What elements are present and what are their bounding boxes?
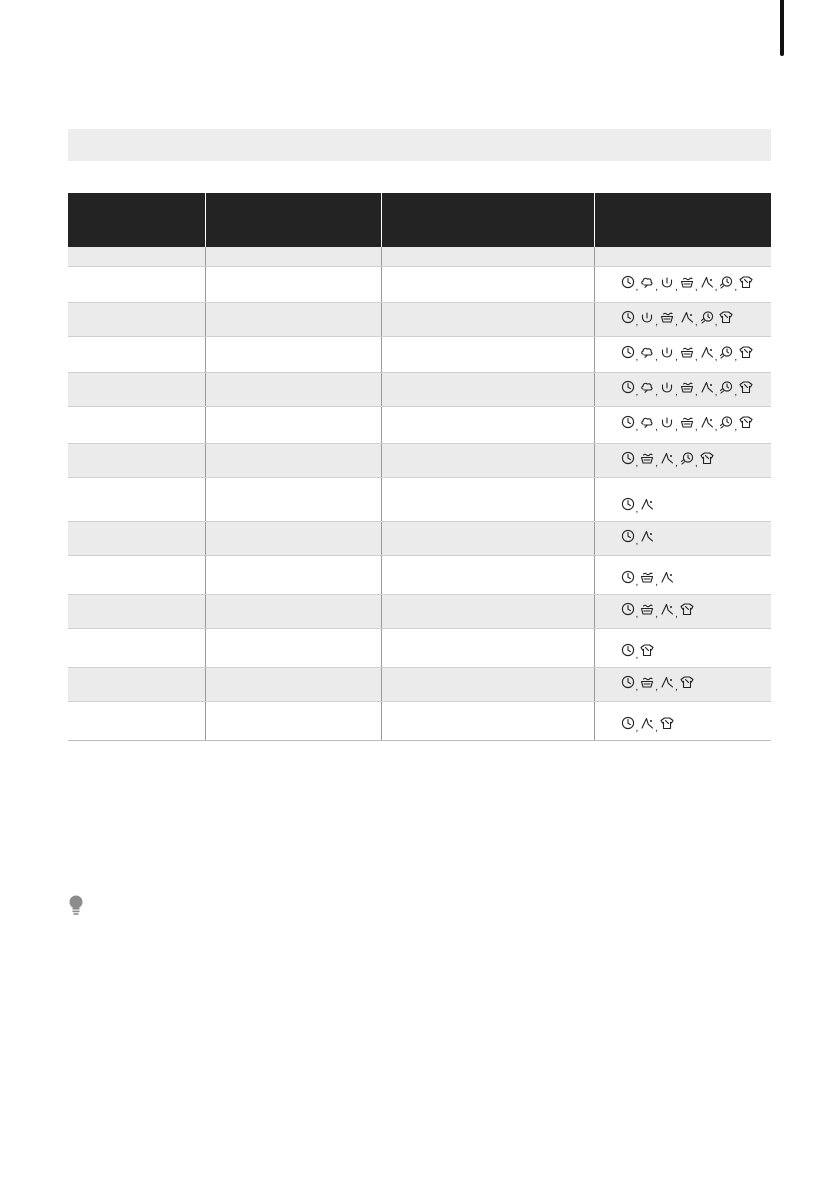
load-cell <box>381 247 594 266</box>
icon-separator: , <box>655 281 659 293</box>
icon-separator: , <box>694 316 698 328</box>
timer-icon <box>621 602 635 616</box>
timer-icon <box>621 275 635 289</box>
table-row <box>68 372 771 406</box>
icon-separator: , <box>734 281 738 293</box>
program-cell <box>68 667 205 701</box>
load-cell <box>381 372 594 406</box>
program-cell <box>68 477 205 521</box>
rinse-hold-icon <box>640 310 654 324</box>
program-cell <box>68 594 205 628</box>
prewash-icon <box>640 380 654 394</box>
options-cell <box>594 336 771 372</box>
icon-separator: , <box>714 281 718 293</box>
prewash-icon <box>640 345 654 359</box>
icon-separator: , <box>734 386 738 398</box>
program-cell <box>68 443 205 477</box>
extra-rinse-icon <box>680 275 694 289</box>
load-cell <box>381 521 594 555</box>
temperature-cell <box>205 521 381 555</box>
temperature-cell <box>205 406 381 443</box>
timer-icon <box>621 451 635 465</box>
icon-separator: , <box>635 535 639 547</box>
options-cell <box>594 594 771 628</box>
icon-separator: , <box>655 457 659 469</box>
spin-icon <box>719 275 733 289</box>
timer-icon <box>621 310 635 324</box>
easy-iron-icon <box>739 345 753 359</box>
rinse-hold-icon <box>660 275 674 289</box>
icon-separator: , <box>635 316 639 328</box>
extra-rinse-icon <box>640 570 654 584</box>
icon-separator: , <box>675 681 678 693</box>
easy-iron-icon <box>700 451 714 465</box>
extra-rinse-icon <box>680 380 694 394</box>
options-cell <box>594 266 771 302</box>
stain-icon <box>660 570 674 584</box>
temperature-cell <box>205 372 381 406</box>
load-cell <box>381 594 594 628</box>
temperature-cell <box>205 667 381 701</box>
program-cell <box>68 628 205 667</box>
icon-separator: , <box>635 386 639 398</box>
icon-separator: , <box>635 576 639 588</box>
table-row <box>68 266 771 302</box>
option-icon-list <box>621 602 694 620</box>
program-cell <box>68 701 205 740</box>
icon-separator: , <box>655 722 659 734</box>
table-row <box>68 247 771 266</box>
option-icon-list <box>621 275 754 293</box>
option-icon-list <box>621 345 754 363</box>
program-cell <box>68 302 205 336</box>
icon-separator: , <box>734 422 738 433</box>
table-row <box>68 594 771 628</box>
extra-rinse-icon <box>640 602 654 616</box>
easy-iron-icon <box>680 675 694 689</box>
table-row <box>68 667 771 701</box>
load-cell <box>381 477 594 521</box>
load-cell <box>381 701 594 740</box>
icon-separator: , <box>714 386 718 398</box>
header-cell-temperature <box>205 193 381 247</box>
icon-separator: , <box>655 576 659 588</box>
stain-icon <box>700 345 714 359</box>
lightbulb-tip-icon <box>68 895 84 917</box>
stain-icon <box>640 529 654 543</box>
temperature-cell <box>205 302 381 336</box>
icon-separator: , <box>675 457 678 469</box>
program-cell <box>68 372 205 406</box>
easy-iron-icon <box>739 380 753 394</box>
option-icon-list <box>621 497 655 515</box>
icon-separator: , <box>694 281 698 293</box>
options-cell <box>594 701 771 740</box>
icon-separator: , <box>675 316 678 328</box>
icon-separator: , <box>655 608 659 620</box>
icon-separator: , <box>675 422 678 433</box>
spin-icon <box>719 380 733 394</box>
icon-separator: , <box>635 351 639 363</box>
stain-icon <box>660 602 674 616</box>
extra-rinse-icon <box>640 451 654 465</box>
stain-icon <box>700 380 714 394</box>
stain-icon <box>640 716 654 730</box>
program-cell <box>68 266 205 302</box>
options-cell <box>594 477 771 521</box>
icon-separator: , <box>635 503 639 515</box>
program-cell <box>68 247 205 266</box>
table-row <box>68 628 771 667</box>
timer-icon <box>621 380 635 394</box>
load-cell <box>381 302 594 336</box>
spin-icon <box>719 345 733 359</box>
stain-icon <box>660 451 674 465</box>
easy-iron-icon <box>640 643 654 657</box>
option-icon-list <box>621 310 734 328</box>
temperature-cell <box>205 701 381 740</box>
program-options-table <box>68 193 771 741</box>
timer-icon <box>621 345 635 359</box>
easy-iron-icon <box>680 602 694 616</box>
rinse-hold-icon <box>660 345 674 359</box>
temperature-cell <box>205 555 381 594</box>
spin-icon <box>680 451 694 465</box>
extra-rinse-icon <box>680 345 694 359</box>
table-body <box>68 247 771 740</box>
timer-icon <box>621 529 635 543</box>
table-row <box>68 336 771 372</box>
options-cell <box>594 443 771 477</box>
options-cell <box>594 521 771 555</box>
icon-separator: , <box>714 422 718 433</box>
extra-rinse-icon <box>640 675 654 689</box>
timer-icon <box>621 415 635 429</box>
table-row <box>68 555 771 594</box>
icon-separator: , <box>734 351 738 363</box>
header-cell-load <box>381 193 594 247</box>
stain-icon <box>660 675 674 689</box>
icon-separator: , <box>694 422 698 433</box>
program-cell <box>68 555 205 594</box>
icon-separator: , <box>694 457 698 469</box>
icon-separator: , <box>694 351 698 363</box>
options-cell <box>594 247 771 266</box>
icon-separator: , <box>694 386 698 398</box>
stain-icon <box>700 275 714 289</box>
timer-icon <box>621 497 635 511</box>
icon-separator: , <box>675 281 678 293</box>
icon-separator: , <box>635 649 639 661</box>
icon-separator: , <box>714 316 718 328</box>
option-icon-list <box>621 380 754 398</box>
extra-rinse-icon <box>660 310 674 324</box>
load-cell <box>381 406 594 443</box>
table-row <box>68 302 771 336</box>
rinse-hold-icon <box>660 380 674 394</box>
icon-separator: , <box>655 316 659 328</box>
rinse-hold-icon <box>660 415 674 429</box>
load-cell <box>381 628 594 667</box>
option-icon-list <box>621 643 655 661</box>
option-icon-list <box>621 675 694 693</box>
icon-separator: , <box>675 608 678 620</box>
program-cell <box>68 521 205 555</box>
timer-icon <box>621 570 635 584</box>
easy-iron-icon <box>739 275 753 289</box>
stain-icon <box>640 497 654 511</box>
extra-rinse-icon <box>680 415 694 429</box>
option-icon-list <box>621 570 675 588</box>
icon-separator: , <box>635 722 639 734</box>
section-heading-band <box>68 129 771 161</box>
temperature-cell <box>205 266 381 302</box>
timer-icon <box>621 643 635 657</box>
easy-iron-icon <box>719 310 733 324</box>
option-icon-list <box>621 716 675 734</box>
temperature-cell <box>205 628 381 667</box>
load-cell <box>381 555 594 594</box>
icon-separator: , <box>675 386 678 398</box>
icon-separator: , <box>635 457 639 469</box>
option-icon-list <box>621 415 754 433</box>
icon-separator: , <box>655 422 659 433</box>
prewash-icon <box>640 275 654 289</box>
option-icon-list <box>621 529 655 547</box>
table-row <box>68 521 771 555</box>
timer-icon <box>621 716 635 730</box>
icon-separator: , <box>655 386 659 398</box>
load-cell <box>381 443 594 477</box>
load-cell <box>381 266 594 302</box>
icon-separator: , <box>635 681 639 693</box>
load-cell <box>381 336 594 372</box>
temperature-cell <box>205 477 381 521</box>
options-cell <box>594 628 771 667</box>
program-cell <box>68 406 205 443</box>
page-edge-tab <box>780 0 784 56</box>
options-cell <box>594 372 771 406</box>
icon-separator: , <box>635 281 639 293</box>
options-cell <box>594 555 771 594</box>
easy-iron-icon <box>660 716 674 730</box>
prewash-icon <box>640 415 654 429</box>
icon-separator: , <box>635 608 639 620</box>
icon-separator: , <box>675 351 678 363</box>
load-cell <box>381 667 594 701</box>
table-header-row <box>68 193 771 247</box>
temperature-cell <box>205 443 381 477</box>
stain-icon <box>700 415 714 429</box>
icon-separator: , <box>655 351 659 363</box>
options-cell <box>594 406 771 443</box>
temperature-cell <box>205 247 381 266</box>
option-icon-list <box>621 451 714 469</box>
icon-separator: , <box>635 422 639 433</box>
table-row <box>68 477 771 521</box>
spin-icon <box>719 415 733 429</box>
icon-separator: , <box>714 351 718 363</box>
program-cell <box>68 336 205 372</box>
easy-iron-icon <box>739 415 753 429</box>
options-cell <box>594 302 771 336</box>
icon-separator: , <box>655 681 659 693</box>
options-cell <box>594 667 771 701</box>
header-cell-options <box>594 193 771 247</box>
temperature-cell <box>205 594 381 628</box>
timer-icon <box>621 675 635 689</box>
table-row <box>68 406 771 443</box>
header-cell-program <box>68 193 205 247</box>
table-row <box>68 443 771 477</box>
spin-icon <box>700 310 714 324</box>
stain-icon <box>680 310 694 324</box>
temperature-cell <box>205 336 381 372</box>
table-row <box>68 701 771 740</box>
